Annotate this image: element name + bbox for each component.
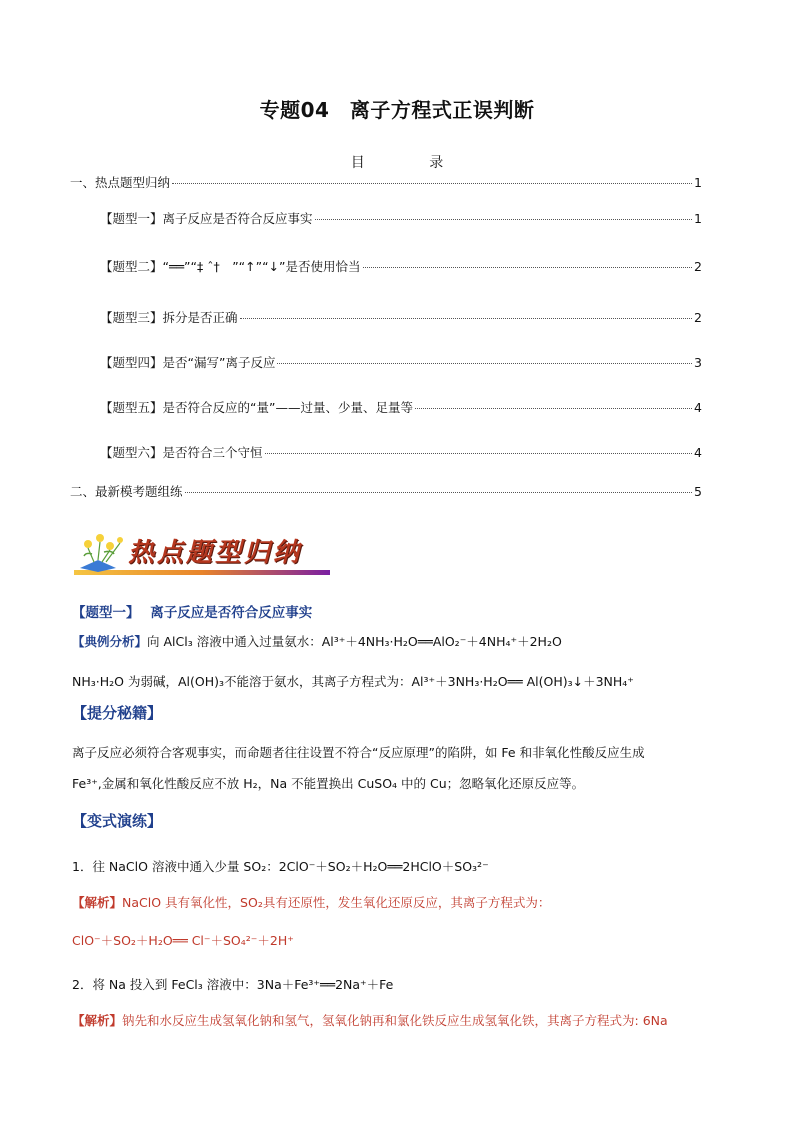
toc-entry-page: 4 xyxy=(694,445,702,460)
toc-entry[interactable] xyxy=(100,398,702,416)
toc-dots xyxy=(363,267,693,268)
toc-entry[interactable] xyxy=(100,353,702,371)
toc-entry-label: 【题型六】是否符合三个守恒 xyxy=(100,445,263,460)
analysis-text: 钠先和水反应生成氢氧化钠和氢气，氢氧化钠再和氯化铁反应生成氢氧化铁，其离子方程式为: 6Na xyxy=(122,1013,668,1028)
toc-entry-page: 2 xyxy=(694,310,702,325)
question-2: 2．将 Na 投入到 FeCl₃ 溶液中：3Na＋Fe³⁺══2Na⁺＋Fe xyxy=(72,977,394,992)
toc-entry-label: 【题型一】离子反应是否符合反应事实 xyxy=(100,211,313,226)
toc-entry-label: 【题型三】拆分是否正确 xyxy=(100,310,238,325)
answer-1 xyxy=(72,893,550,911)
toc-dots xyxy=(172,183,692,184)
question-1: 1．往 NaClO 溶液中通入少量 SO₂：2ClO⁻＋SO₂＋H₂O══2HClO＋SO₃²⁻ xyxy=(72,859,489,874)
section-heading xyxy=(72,601,312,621)
section-banner xyxy=(74,530,330,578)
toc-dots xyxy=(240,318,693,319)
toc-entry-label: 【题型五】是否符合反应的“量”——过量、少量、足量等 xyxy=(100,400,413,415)
toc-dots xyxy=(185,492,693,493)
section-title: 离子反应是否符合反应事实 xyxy=(150,605,313,621)
example-text: 向 AlCl₃ 溶液中通入过量氨水：Al³⁺＋4NH₃·H₂O══AlO₂⁻＋4NH₄⁺＋2H₂O xyxy=(147,634,562,649)
toc-entry-page: 2 xyxy=(694,259,702,274)
example-line xyxy=(72,632,562,650)
toc-dots xyxy=(277,363,692,364)
tips-label: 【提分秘籍】 xyxy=(72,704,163,722)
toc-entry-label: 【题型四】是否“漏写”离子反应 xyxy=(100,355,276,370)
analysis-label: 【解析】 xyxy=(72,1013,123,1028)
answer-1-equation: ClO⁻＋SO₂＋H₂O══ Cl⁻＋SO₄²⁻＋2H⁺ xyxy=(72,933,294,948)
analysis-text: NaClO 具有氧化性，SO₂具有还原性，发生氧化还原反应，其离子方程式为： xyxy=(122,895,551,910)
toc-entry-label: 二、最新模考题组练 xyxy=(70,484,183,499)
toc-dots xyxy=(315,219,693,220)
toc-entry-label: 【题型二】“══”“‡ ˆ† ”“↑”“↓”是否使用恰当 xyxy=(100,259,361,274)
example-label: 【典例分析】 xyxy=(72,634,148,649)
toc-entry-page: 3 xyxy=(694,355,702,370)
analysis-label: 【解析】 xyxy=(72,895,123,910)
banner-title: 热点题型归纳 xyxy=(128,538,303,568)
toc-dots xyxy=(265,453,693,454)
toc-entry[interactable] xyxy=(100,443,702,461)
toc-entry-page: 5 xyxy=(694,484,702,499)
toc-entry-page: 1 xyxy=(694,175,702,190)
toc-entry-label: 一、热点题型归纳 xyxy=(70,175,171,190)
practice-label: 【变式演练】 xyxy=(72,812,163,830)
tips-line: 离子反应必须符合客观事实，而命题者往往设置不符合“反应原理”的陷阱，如 Fe 和非氧化性酸反应生成 xyxy=(72,745,645,760)
tips-line: Fe³⁺,金属和氧化性酸反应不放 H₂，Na 不能置换出 CuSO₄ 中的 Cu；忽略氧化还原反应等。 xyxy=(72,776,585,791)
toc-dots xyxy=(415,408,692,409)
toc-entry-page: 1 xyxy=(694,211,702,226)
toc-entry[interactable] xyxy=(100,209,702,227)
toc-heading: 目 录 xyxy=(350,155,444,171)
toc-entry[interactable] xyxy=(70,173,702,191)
toc-entry-page: 4 xyxy=(694,400,702,415)
section-tag: 【题型一】 xyxy=(72,605,140,621)
answer-2 xyxy=(72,1011,668,1029)
analysis-text: NH₃·H₂O 为弱碱，Al(OH)₃不能溶于氨水，其离子方程式为：Al³⁺＋3NH₃·H₂O══ Al(OH)₃↓＋3NH₄⁺ xyxy=(72,674,634,689)
toc-entry[interactable] xyxy=(70,482,702,500)
page-title: 专题04 离子方程式正误判断 xyxy=(259,98,535,122)
toc-entry[interactable] xyxy=(100,308,702,326)
toc-entry[interactable] xyxy=(100,257,702,275)
